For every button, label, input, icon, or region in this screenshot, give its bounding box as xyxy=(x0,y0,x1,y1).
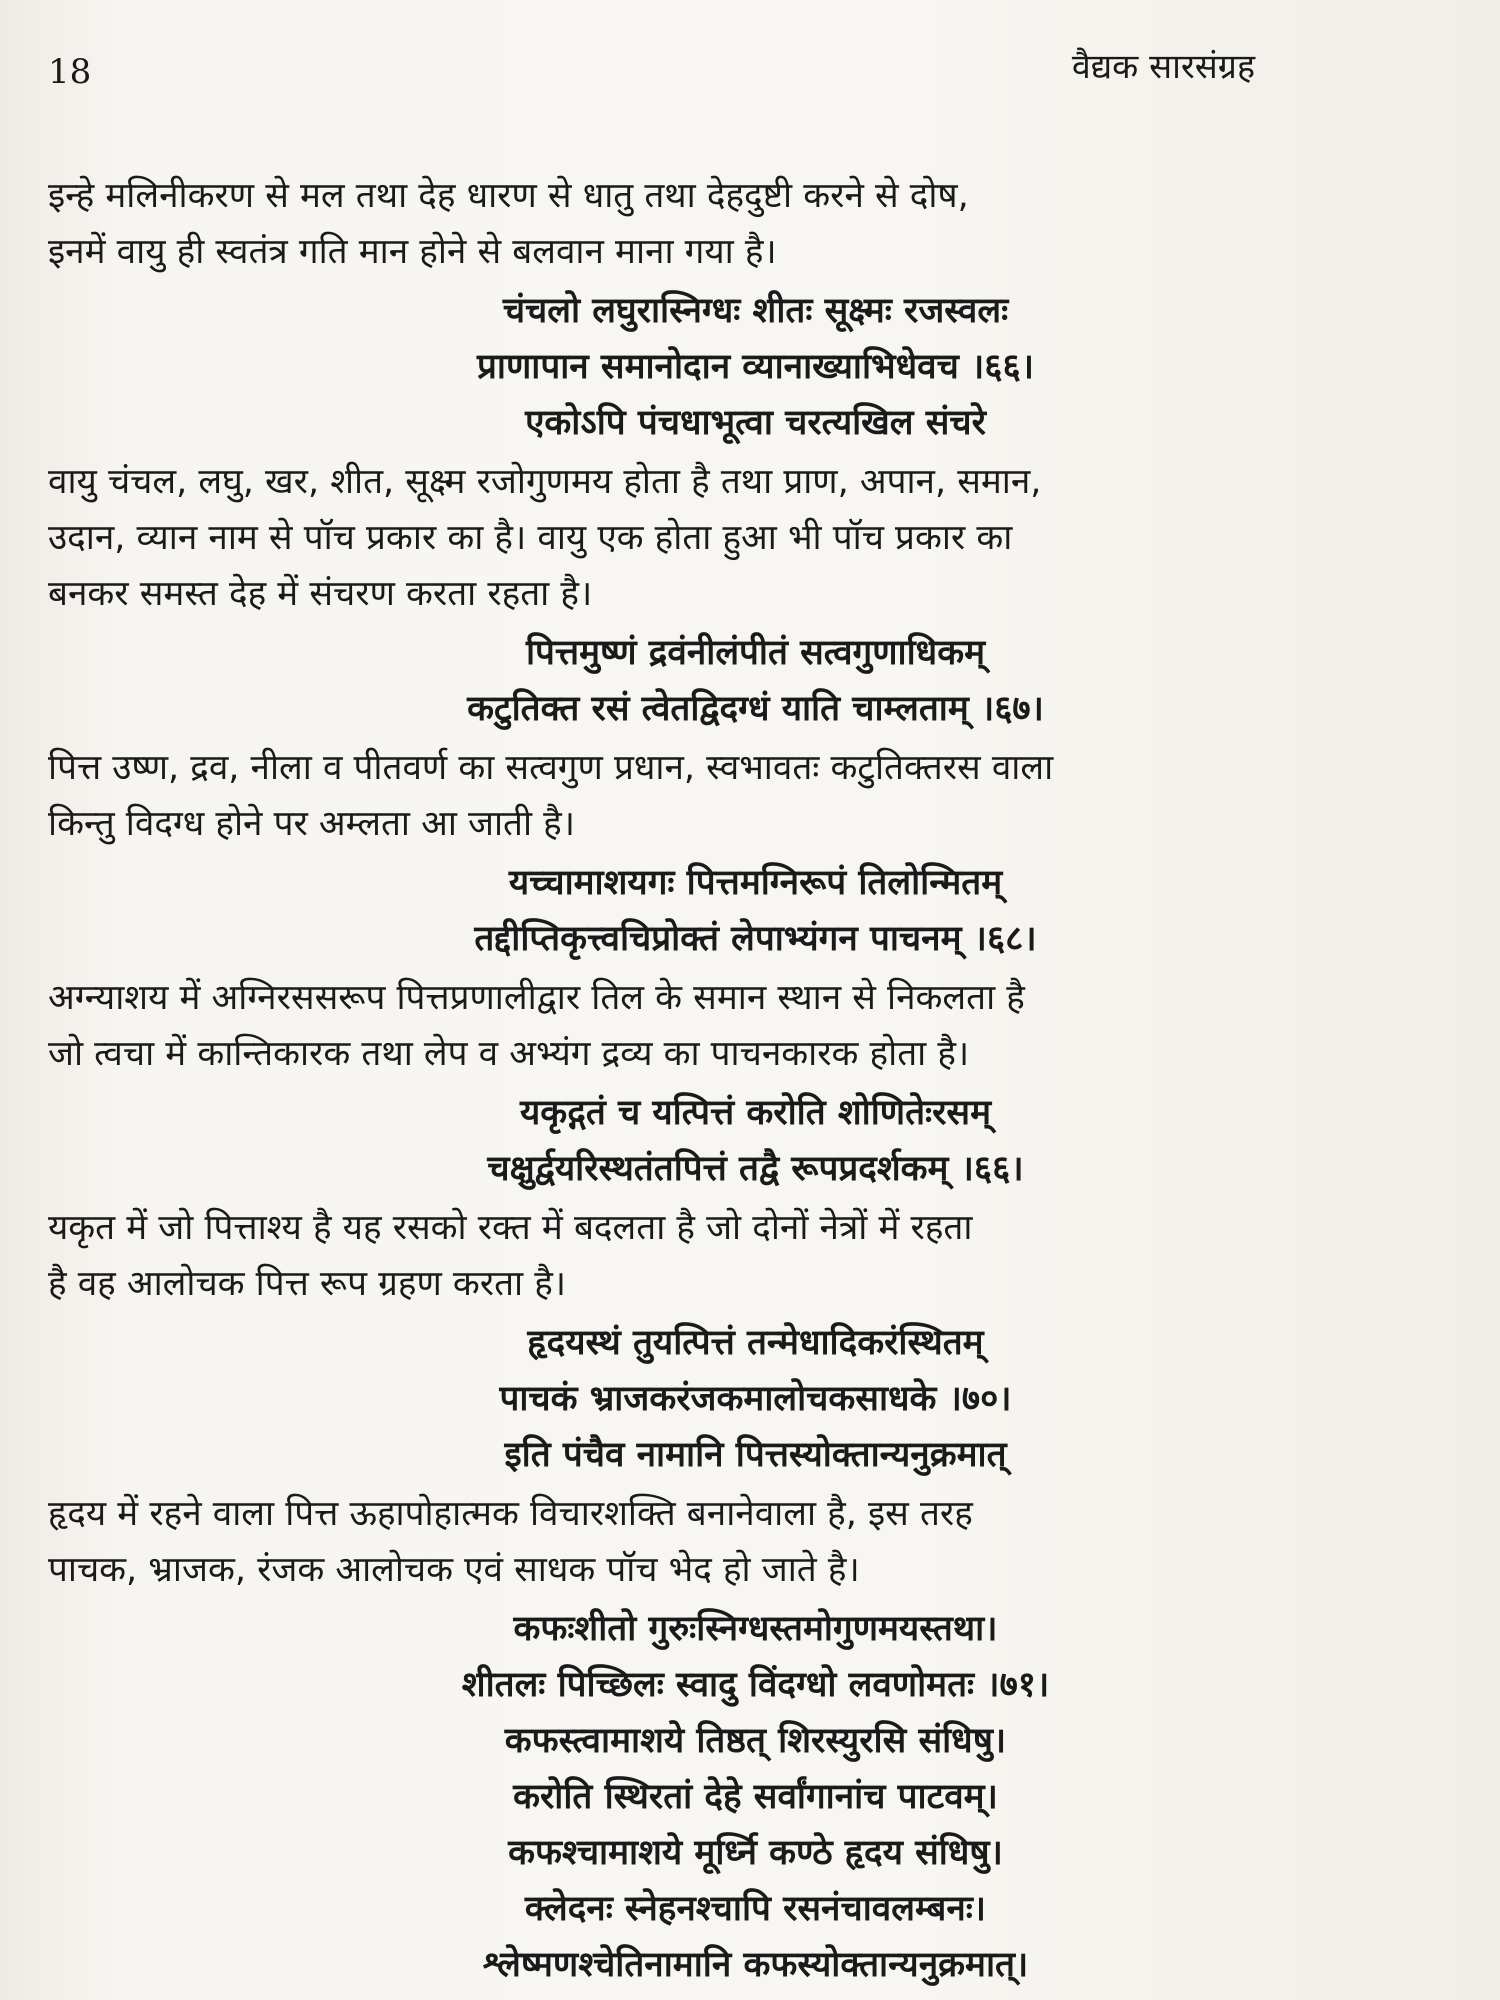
verse-block xyxy=(48,1085,1463,1197)
verse-line: पाचकं भ्राजकरंजकमालोचकसाधके ।७०। xyxy=(499,1379,1012,1419)
prose-line: उदान, व्यान नाम से पॉच प्रकार का है। वायु एक होता हुआ भी पॉच प्रकार का xyxy=(48,518,1013,558)
verse-line: कफस्त्वामाशये तिष्ठत् शिरस्युरसि संधिषु। xyxy=(504,1721,1007,1761)
verse-line: हृदयस्थं तुयत्पित्तं तन्मेधादिकरंस्थितम् xyxy=(527,1323,984,1363)
prose-paragraph xyxy=(48,1486,1463,1598)
prose-line: पित्त उष्ण, द्रव, नीला व पीतवर्ण का सत्वगुण प्रधान, स्वभावतः कटुतिक्तरस वाला xyxy=(48,748,1054,788)
verse-line: करोति स्थिरतां देहे सर्वांगानांच पाटवम्। xyxy=(513,1777,998,1817)
prose-paragraph xyxy=(48,1200,1463,1312)
prose-line: है वह आलोचक पित्त रूप ग्रहण करता है। xyxy=(48,1264,567,1304)
verse-line: चक्षुर्द्वयरिस्थतंतपित्तं तद्वै रूपप्रदर्शकम् ।६६। xyxy=(487,1149,1024,1189)
prose-line: पाचक, भ्राजक, रंजक आलोचक एवं साधक पॉच भेद हो जाते है। xyxy=(48,1550,860,1590)
verse-line: यच्चामाशयगः पित्तमग्निरूपं तिलोन्मितम् xyxy=(508,863,1003,903)
prose-line: हृदय में रहने वाला पित्त ऊहापोहात्मक विचारशक्ति बनानेवाला है, इस तरह xyxy=(48,1494,973,1534)
prose-line: यकृत में जो पित्ताश्य है यह रसको रक्त में बदलता है जो दोनों नेत्रों में रहता xyxy=(48,1208,973,1248)
prose-line: इनमें वायु ही स्वतंत्र गति मान होने से बलवान माना गया है। xyxy=(48,232,777,272)
verse-line: पित्तमुष्णं द्रवंनीलंपीतं सत्वगुणाधिकम् xyxy=(525,633,986,673)
verse-line: कफःशीतो गुरुःस्निग्धस्तमोगुणमयस्तथा। xyxy=(513,1609,998,1649)
verse-line: कफश्चामाशये मूर्ध्नि कण्ठे हृदय संधिषु। xyxy=(508,1833,1003,1873)
verse-line: तद्दीप्तिकृत्त्वचिप्रोक्तं लेपाभ्यंगन पाचनम् ।६८। xyxy=(474,919,1037,959)
block-spacer xyxy=(48,1993,1463,1996)
prose-paragraph xyxy=(48,970,1463,1082)
prose-line: अग्न्याशय में अग्निरससरूप पित्तप्रणालीद्वार तिल के समान स्थान से निकलता है xyxy=(48,978,1025,1018)
bleed-through-text xyxy=(1240,38,1440,98)
running-title: वैद्यक सारसंग्रह xyxy=(1071,47,1255,87)
prose-line: वायु चंचल, लघु, खर, शीत, सूक्ष्म रजोगुणमय होता है तथा प्राण, अपान, समान, xyxy=(48,462,1042,502)
prose-line: इन्हे मलिनीकरण से मल तथा देह धारण से धातु तथा देहदुष्टी करने से दोष, xyxy=(48,176,969,216)
verse-line: एकोऽपि पंचधाभूत्वा चरत्यखिल संचरे xyxy=(525,403,986,443)
prose-line: बनकर समस्त देह में संचरण करता रहता है। xyxy=(48,574,593,614)
page-header xyxy=(48,38,1440,98)
verse-line: शीतलः पिच्छिलः स्वादु विंदग्धो लवणोमतः ।७१। xyxy=(461,1665,1050,1705)
verse-line: प्राणापान समानोदान व्यानाख्याभिधेवच ।६६। xyxy=(477,347,1034,387)
verse-block xyxy=(48,1601,1463,1993)
prose-line: किन्तु विदग्ध होने पर अम्लता आ जाती है। xyxy=(48,804,575,844)
verse-line: श्लेष्मणश्चेतिनामानि कफस्योक्तान्यनुक्रमात्। xyxy=(482,1945,1029,1985)
verse-block xyxy=(48,625,1463,737)
verse-line: यकृद्गतं च यत्पित्तं करोति शोणितेःरसम् xyxy=(519,1093,992,1133)
verse-block xyxy=(48,283,1463,451)
verse-line: चंचलो लघुरास्निग्धः शीतः सूक्ष्मः रजस्वलः xyxy=(502,291,1009,331)
page-number: 18 xyxy=(48,52,92,92)
prose-paragraph xyxy=(48,454,1463,622)
verse-line: क्लेदनः स्नेहनश्चापि रसनंचावलम्बनः। xyxy=(524,1889,987,1929)
verse-block xyxy=(48,1315,1463,1483)
prose-paragraph xyxy=(48,740,1463,852)
verse-line: कटुतिक्त रसं त्वेतद्विदग्धं याति चाम्लताम् ।६७। xyxy=(467,689,1044,729)
prose-line: जो त्वचा में कान्तिकारक तथा लेप व अभ्यंग द्रव्य का पाचनकारक होता है। xyxy=(48,1034,970,1074)
verse-line: इति पंचैव नामानि पित्तस्योक्तान्यनुक्रमात् xyxy=(504,1435,1007,1475)
verse-block xyxy=(48,855,1463,967)
prose-paragraph xyxy=(48,168,1463,280)
page-body xyxy=(48,168,1463,1996)
